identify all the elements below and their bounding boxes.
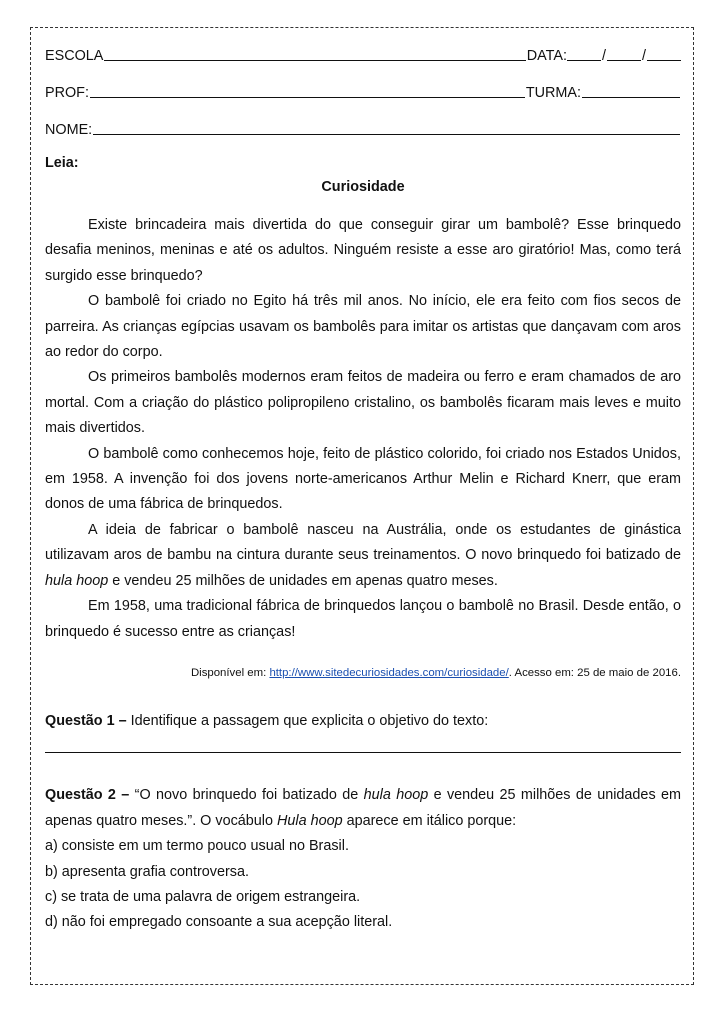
prof-field[interactable] xyxy=(90,97,525,98)
day-field[interactable] xyxy=(567,60,601,61)
source-link[interactable]: http://www.sitedecuriosidades.com/curiosidade/ xyxy=(269,666,509,679)
month-field[interactable] xyxy=(607,60,641,61)
question-1-text: Identifique a passagem que explicita o objetivo do texto: xyxy=(126,712,489,729)
source-citation xyxy=(45,667,681,679)
date-separator: / xyxy=(642,48,646,64)
paragraph-hula-hoop xyxy=(45,518,681,594)
text-title: Curiosidade xyxy=(321,179,405,195)
prof-label: PROF: xyxy=(45,85,89,101)
date-separator: / xyxy=(602,48,606,64)
source-prefix: Disponível em: xyxy=(190,666,270,679)
option-d[interactable]: d) não foi empregado consoante a sua acepção literal. xyxy=(45,914,393,931)
answer-line[interactable] xyxy=(45,734,681,753)
question-1-label: Questão 1 – xyxy=(45,712,127,729)
italic-term: Hula hoop xyxy=(276,812,343,829)
italic-term: hula hoop xyxy=(45,572,109,589)
question-1 xyxy=(45,709,681,734)
option-a[interactable]: a) consiste em um termo pouco usual no Brasil. xyxy=(45,838,349,855)
question-2-text: aparece em itálico porque: xyxy=(342,812,517,829)
paragraph: Em 1958, uma tradicional fábrica de brinquedos lançou o bambolê no Brasil. Desde então, o brinquedo é sucesso entre as crianças! xyxy=(45,598,681,640)
data-label: DATA: xyxy=(526,48,567,64)
escola-label: ESCOLA xyxy=(45,48,104,64)
paragraph: O bambolê como conhecemos hoje, feito de plástico colorido, foi criado nos Estados Unidos, em 1958. A invenção foi dos jovens norte-americanos Arthur Melin e Richard Knerr, que eram donos de uma fábrica de brinquedos. xyxy=(45,445,681,513)
nome-label: NOME: xyxy=(45,122,93,138)
question-2-text: e vendeu 25 milhões de unidades em apenas quatro meses.”. O vocábulo xyxy=(45,787,681,829)
worksheet-content xyxy=(45,44,681,936)
question-2-label: Questão 2 – xyxy=(45,787,130,804)
turma-field[interactable] xyxy=(582,97,680,98)
nome-field[interactable] xyxy=(93,134,680,135)
header-escola-line xyxy=(45,44,681,64)
header-nome-line xyxy=(45,118,681,138)
question-2-text: “O novo brinquedo foi batizado de xyxy=(129,787,364,804)
year-field[interactable] xyxy=(647,60,681,61)
paragraph: Os primeiros bambolês modernos eram feitos de madeira ou ferro e eram chamados de aro mortal. Com a criação do plástico polipropileno cristalino, os bambolês ficaram mais leves e muito mais divertidos. xyxy=(45,369,681,437)
leia-label: Leia: xyxy=(45,155,79,171)
option-c[interactable]: c) se trata de uma palavra de origem estrangeira. xyxy=(45,888,361,905)
source-suffix: . Acesso em: 25 de maio de 2016. xyxy=(508,666,681,679)
italic-term: hula hoop xyxy=(363,787,429,804)
worksheet-page xyxy=(30,27,694,985)
paragraph-text: e vendeu 25 milhões de unidades em apenas quatro meses. xyxy=(108,572,498,589)
paragraph-text: A ideia de fabricar o bambolê nasceu na Austrália, onde os estudantes de ginástica utilizavam aros de bambu na cintura durante seus treinamentos. O novo brinquedo foi batizado de xyxy=(45,521,681,564)
question-2 xyxy=(45,783,681,834)
turma-label: TURMA: xyxy=(525,85,581,101)
paragraph: O bambolê foi criado no Egito há três mil anos. No início, ele era feito com fios secos de parreira. As crianças egípcias usavam os bambolês para imitar os artistas que dançavam com aros ao redor do corpo. xyxy=(45,293,681,361)
option-b[interactable]: b) apresenta grafia controversa. xyxy=(45,863,249,880)
escola-field[interactable] xyxy=(104,60,525,61)
paragraph: Existe brincadeira mais divertida do que conseguir girar um bambolê? Esse brinquedo desafia meninos, meninas e até os adultos. Ninguém resiste a esse aro giratório! Mas, como terá surgido esse brinquedo? xyxy=(45,217,681,284)
header-prof-line xyxy=(45,81,681,101)
